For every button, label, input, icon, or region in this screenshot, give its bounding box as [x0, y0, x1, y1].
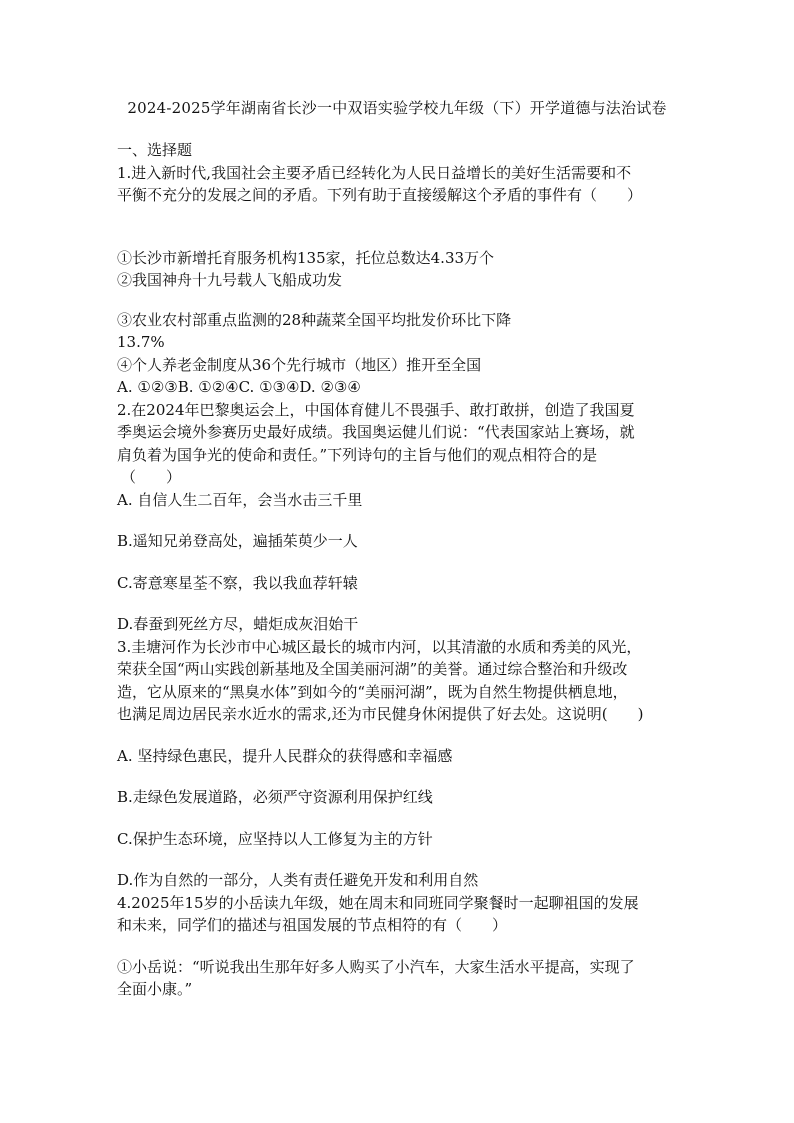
- q4-item: ①小岳说：“听说我出生那年好多人购买了小汽车，大家生活水平提高，实现了: [117, 957, 635, 976]
- q1-item: ③农业农村部重点监测的28种蔬菜全国平均批发价环比下降: [117, 310, 512, 329]
- q4-item: 全面小康。”: [117, 980, 193, 998]
- q4-stem-line: 4.2025年15岁的小岳读九年级，她在周末和同班同学聚餐时一起聊祖国的发展: [117, 893, 639, 912]
- q3-option-b: B.走绿色发展道路，必须严守资源利用保护红线: [117, 788, 433, 806]
- spacer: [117, 726, 687, 745]
- q2-stem-line: 肩负着为国争光的使命和责任。”下列诗句的主旨与他们的观点相符合的是: [117, 445, 598, 464]
- q1-stem-line: 1.进入新时代,我国社会主要矛盾已经转化为人民日益增长的美好生活需要和不: [117, 163, 632, 182]
- q3-option-c: C.保护生态环境，应坚持以人工修复为主的方针: [117, 829, 433, 848]
- spacer: [117, 850, 687, 869]
- q3-stem-line: 也满足周边居民亲水近水的需求,还为市民健身休闲提供了好去处。这说明( ): [117, 705, 644, 723]
- section-heading: 一、选择题: [117, 141, 193, 159]
- q3-stem-line: 3.圭塘河作为长沙市中心城区最长的城市内河，以其清澈的水质和秀美的风光，: [117, 637, 642, 656]
- q2-option-c: C.寄意寒星荃不察，我以我血荐轩辕: [117, 573, 358, 592]
- spacer: [117, 207, 687, 247]
- exam-content: [117, 139, 687, 1001]
- spacer: [117, 292, 687, 309]
- q1-item: 13.7%: [117, 333, 165, 351]
- q3-option-a: A. 坚持绿色惠民，提升人民群众的获得感和幸福感: [117, 746, 453, 765]
- q1-options: A. ①②③B. ①②④C. ①③④D. ②③④: [117, 378, 361, 396]
- q2-stem-line: 2.在2024年巴黎奥运会上，中国体育健儿不畏强手、敢打敢拼，创造了我国夏: [117, 400, 635, 419]
- q2-option-a: A. 自信人生二百年，会当水击三千里: [117, 490, 363, 509]
- q2-stem-line: （ ）: [121, 468, 182, 486]
- spacer: [117, 937, 687, 956]
- spacer: [117, 511, 687, 530]
- q3-option-d: D.作为自然的一部分，人类有责任避免开发和利用自然: [117, 871, 479, 889]
- q1-item: ①长沙市新增托育服务机构135家，托位总数达4.33万个: [117, 248, 495, 267]
- q3-stem-line: 荣获全国“两山实践创新基地及全国美丽河湖”的美誉。通过综合整治和升级改: [117, 660, 628, 678]
- spacer: [117, 809, 687, 828]
- q1-item: ④个人养老金制度从36个先行城市（地区）推开至全国: [117, 355, 482, 374]
- q3-stem-line: 造，它从原来的“黑臭水体”到如今的“美丽河湖”，既为自然生物提供栖息地，: [117, 682, 628, 701]
- exam-title: 2024-2025学年湖南省长沙一中双语实验学校九年级（下）开学道德与法治试卷: [127, 99, 667, 117]
- spacer: [117, 553, 687, 572]
- q2-stem-line: 季奥运会境外参赛历史最好成绩。我国奥运健儿们说：“代表国家站上赛场，就: [117, 423, 635, 441]
- q4-stem-line: 和未来，同学们的描述与祖国发展的节点相符的有（ ）: [117, 916, 508, 934]
- q2-option-d: D.春蚕到死丝方尽，蜡炬成灰泪始干: [117, 615, 359, 633]
- q2-option-b: B.遥知兄弟登高处，遍插茱萸少一人: [117, 532, 358, 550]
- spacer: [117, 767, 687, 786]
- spacer: [117, 594, 687, 613]
- q1-item: ②我国神舟十九号载人飞船成功发: [117, 271, 343, 289]
- q1-stem-line: 平衡不充分的发展之间的矛盾。下列有助于直接缓解这个矛盾的事件有（ ）: [117, 186, 643, 204]
